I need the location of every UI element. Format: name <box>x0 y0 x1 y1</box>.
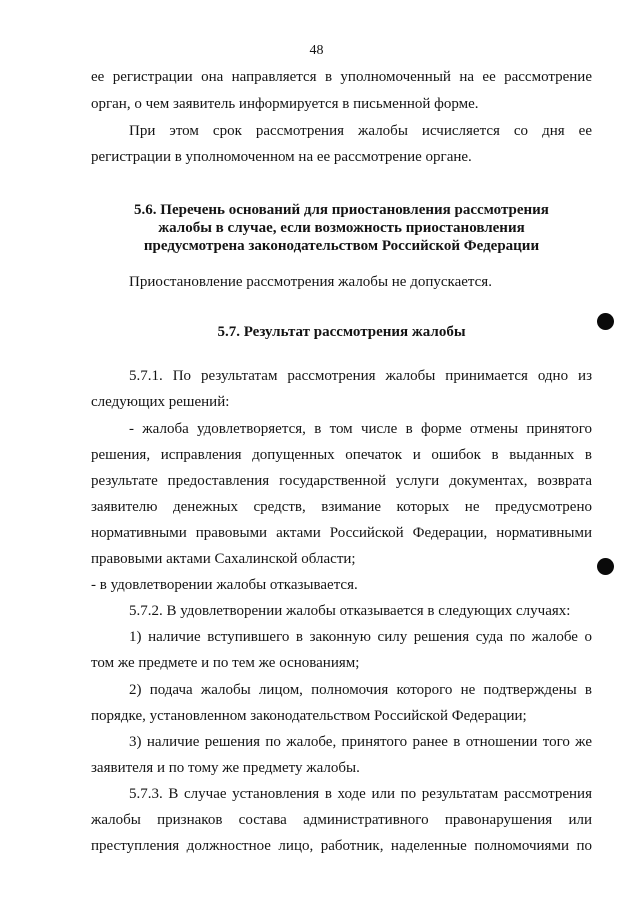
text-line: При этом срок рассмотрения жалобы исчисляется со дня ее <box>129 123 592 139</box>
text-line: 5.7.1. По результатам рассмотрения жалобы принимается одно из <box>129 368 592 384</box>
text-line: заявителю денежных средств, взимание которых не предусмотрено <box>91 499 592 515</box>
text-line: 5.7.3. В случае установления в ходе или по результатам рассмотрения <box>129 786 592 802</box>
text-line: ее регистрации она направляется в уполномоченный на ее рассмотрение <box>91 69 592 85</box>
text-line: решения, исправления допущенных опечаток и ошибок в выданных в <box>91 447 592 463</box>
text-line: орган, о чем заявитель информируется в письменной форме. <box>91 96 479 112</box>
text-line: 3) наличие решения по жалобе, принятого ранее в отношении того же <box>129 734 592 750</box>
text-line: преступления должностное лицо, работник, наделенные полномочиями по <box>91 838 592 854</box>
text-line: порядке, установленном законодательством Российской Федерации; <box>91 708 527 724</box>
text-line: результате предоставления государственной услуги документах, возврата <box>91 473 592 489</box>
text-line: - в удовлетворении жалобы отказывается. <box>91 577 358 593</box>
punch-hole-mark <box>597 558 614 575</box>
section-heading: предусмотрена законодательством Российской Федерации <box>143 238 540 254</box>
text-line: жалобы признаков состава административного правонарушения или <box>91 812 592 828</box>
section-heading: 5.6. Перечень оснований для приостановления рассмотрения <box>134 202 549 218</box>
text-line: регистрации в уполномоченном на ее рассмотрение органе. <box>91 149 472 165</box>
text-line: том же предмете и по тем же основаниям; <box>91 655 360 671</box>
text-line: 2) подача жалобы лицом, полномочия которого не подтверждены в <box>129 682 592 698</box>
text-line: 1) наличие вступившего в законную силу решения суда по жалобе о <box>129 629 592 645</box>
text-line: 5.7.2. В удовлетворении жалобы отказывается в следующих случаях: <box>129 603 571 619</box>
text-line: Приостановление рассмотрения жалобы не допускается. <box>129 274 492 290</box>
page-number: 48 <box>309 43 324 58</box>
text-line: - жалоба удовлетворяется, в том числе в форме отмены принятого <box>129 421 592 437</box>
text-line: правовыми актами Сахалинской области; <box>91 551 356 567</box>
punch-hole-mark <box>597 313 614 330</box>
text-line: нормативными правовыми актами Российской Федерации, нормативными <box>91 525 592 541</box>
section-heading: 5.7. Результат рассмотрения жалобы <box>217 324 466 340</box>
text-line: следующих решений: <box>91 394 230 410</box>
section-heading: жалобы в случае, если возможность приостановления <box>158 220 525 236</box>
text-line: заявителя и по тому же предмету жалобы. <box>91 760 360 776</box>
